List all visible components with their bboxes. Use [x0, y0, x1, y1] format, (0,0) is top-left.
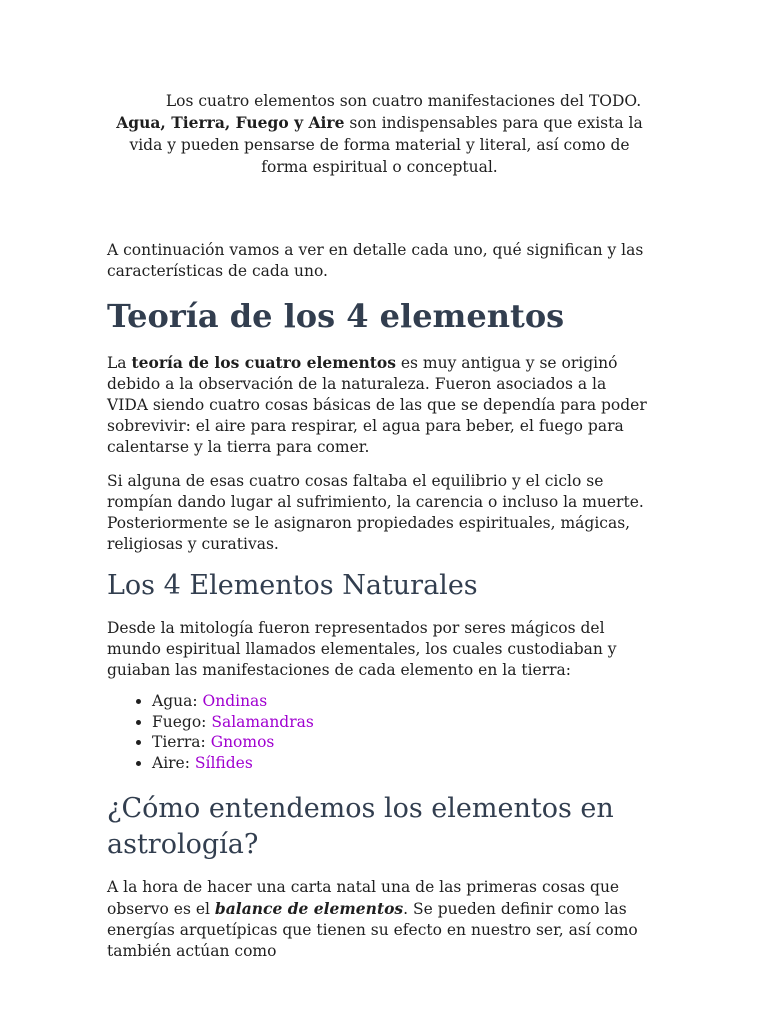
- astrology-p1-post: . Se pueden definir como las energías arquetípicas que tienen su efecto en nuestro ser, así como también actúan como: [107, 900, 638, 960]
- section-heading-natural-elements: Los 4 Elementos Naturales: [107, 570, 478, 601]
- theory-p1-pre: La: [107, 354, 132, 372]
- section-heading-astrology: ¿Cómo entendemos los elementos en astrología?: [107, 793, 614, 860]
- astrology-p1-pre: A la hora de hacer una carta natal una de las primeras cosas que observo es el: [107, 878, 620, 918]
- list-item: [152, 712, 652, 733]
- spacer: [107, 178, 652, 240]
- theory-p1-bold: teoría de los cuatro elementos: [131, 353, 396, 372]
- link-ondinas[interactable]: Ondinas: [202, 692, 268, 710]
- elementals-list: [107, 691, 652, 773]
- link-silfides[interactable]: Sílfides: [194, 753, 253, 772]
- list-item-label: Agua:: [152, 692, 203, 710]
- list-item-label: Fuego:: [152, 712, 212, 731]
- theory-paragraph-2: Si alguna de esas cuatro cosas faltaba el equilibrio y el ciclo se rompían dando lugar al sufrimiento, la carencia o incluso la muerte. Posteriormente se le asignaron propiedades espirituales, mágicas, religiosas y curativas.: [107, 472, 644, 553]
- intro-bold-elements: Agua, Tierra, Fuego y Aire: [116, 113, 345, 132]
- list-item: [152, 691, 652, 712]
- document-page: [107, 90, 652, 962]
- list-item-label: Tierra:: [152, 733, 211, 751]
- intro-text-b: son indispensables para que exista la vida y pueden pensarse de forma material y literal, así como de forma espiritual o conceptual.: [129, 114, 643, 176]
- list-item: [152, 732, 652, 753]
- theory-p1-post: es muy antigua y se originó debido a la observación de la naturaleza. Fueron asociados a la VIDA siendo cuatro cosas básicas de las que se dependía para poder sobrevivir: el aire para respirar, el agua para beber, el fuego para calentarse y la tierra para comer.: [107, 354, 647, 456]
- list-item: [152, 753, 652, 774]
- section-heading-theory: Teoría de los 4 elementos: [107, 297, 565, 335]
- astrology-p1-italic: balance de elementos: [214, 899, 404, 918]
- theory-paragraph-1: [107, 352, 652, 458]
- link-gnomos[interactable]: Gnomos: [210, 733, 275, 751]
- lead-paragraph: A continuación vamos a ver en detalle cada uno, qué significan y las características de cada uno.: [107, 241, 644, 280]
- natural-elements-paragraph: Desde la mitología fueron representados por seres mágicos del mundo espiritual llamados elementales, los cuales custodiaban y guiaban las manifestaciones de cada elemento en la tierra:: [107, 619, 617, 679]
- intro-paragraph: [107, 90, 652, 178]
- astrology-paragraph: [107, 877, 652, 962]
- intro-text-a: Los cuatro elementos son cuatro manifestaciones del TODO.: [165, 92, 642, 110]
- link-salamandras[interactable]: Salamandras: [211, 712, 314, 731]
- list-item-label: Aire:: [152, 753, 195, 772]
